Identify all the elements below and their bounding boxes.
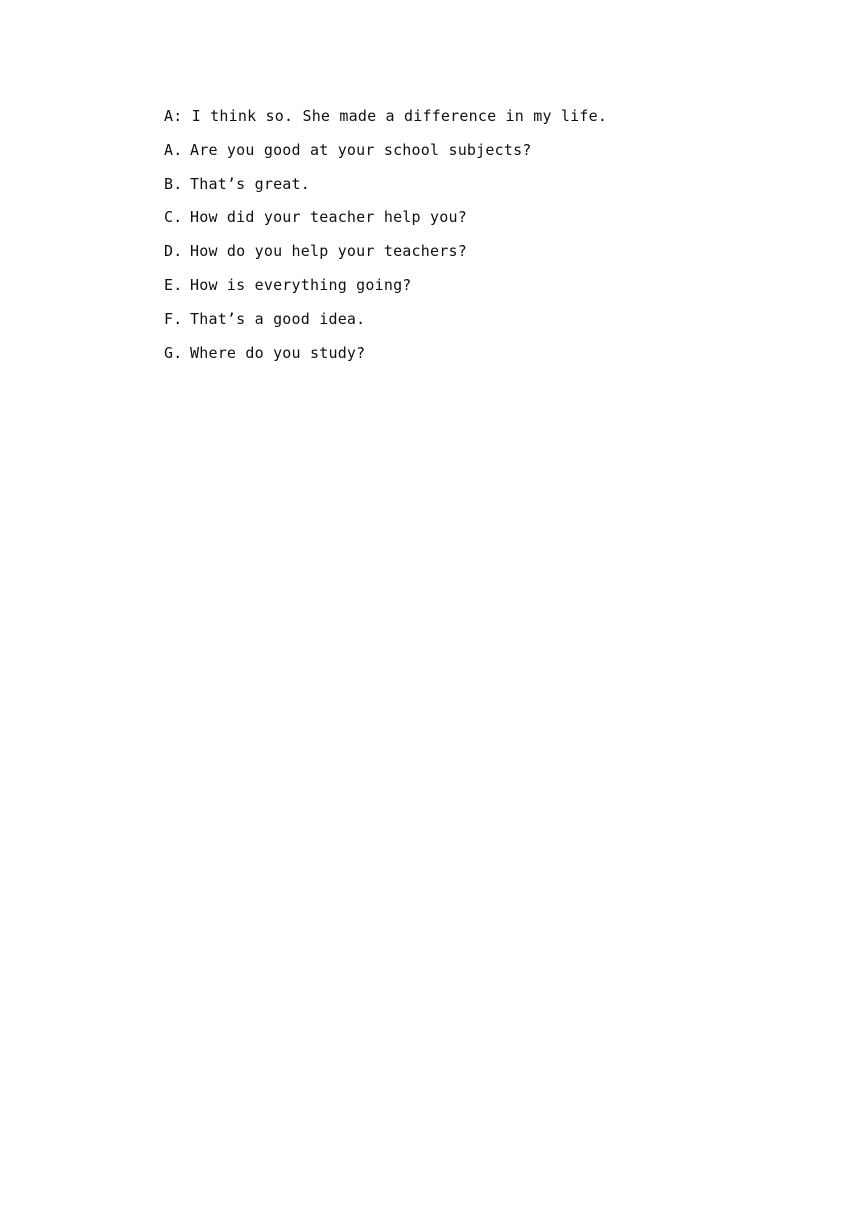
option-d xyxy=(164,237,784,271)
dialogue-line: A: I think so. She made a difference in my life. xyxy=(164,107,608,125)
option-text: How did your teacher help you? xyxy=(190,208,467,227)
option-text: Are you good at your school subjects? xyxy=(190,140,532,159)
option-a xyxy=(164,136,784,170)
option-e xyxy=(164,271,784,305)
option-c xyxy=(164,203,784,237)
option-letter: D. xyxy=(164,242,183,261)
option-b xyxy=(164,170,784,204)
option-letter: F. xyxy=(164,309,183,328)
option-letter: G. xyxy=(164,343,183,362)
option-text: How is everything going? xyxy=(190,275,412,294)
option-text: That’s a good idea. xyxy=(190,309,366,328)
option-text: Where do you study? xyxy=(190,343,366,362)
document-content xyxy=(164,102,784,372)
option-g xyxy=(164,339,784,373)
option-letter: B. xyxy=(164,174,183,193)
option-letter: C. xyxy=(164,208,183,227)
option-letter: E. xyxy=(164,275,183,294)
option-f xyxy=(164,305,784,339)
option-letter: A. xyxy=(164,140,183,159)
option-text: That’s great. xyxy=(190,174,310,193)
option-text: How do you help your teachers? xyxy=(190,242,467,261)
